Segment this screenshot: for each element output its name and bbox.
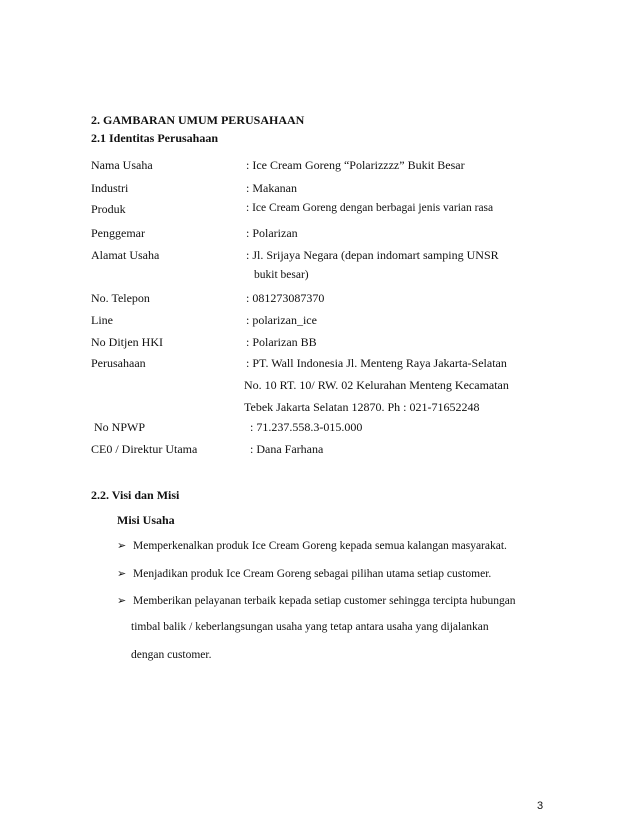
- identity-label-nama-usaha: Nama Usaha: [91, 158, 153, 172]
- identity-value-line: : polarizan_ice: [246, 313, 317, 327]
- page-number: 3: [537, 800, 544, 812]
- mission-item: [117, 567, 491, 580]
- mission-item-text: Memperkenalkan produk Ice Cream Goreng kepada semua kalangan masyarakat.: [133, 540, 507, 552]
- arrow-bullet-icon: ➢: [117, 540, 127, 552]
- identity-value-perusahaan: : PT. Wall Indonesia Jl. Menteng Raya Jakarta-Selatan: [246, 356, 507, 370]
- identity-value-no-telepon: : 081273087370: [246, 291, 325, 305]
- mission-item: [117, 594, 516, 607]
- mission-item-continuation: dengan customer.: [131, 649, 212, 661]
- identity-value-perusahaan-cont-2: Tebek Jakarta Selatan 12870. Ph : 021-71652248: [244, 400, 480, 414]
- mission-heading: Misi Usaha: [117, 513, 175, 527]
- identity-value-nama-usaha: : Ice Cream Goreng “Polarizzzz” Bukit Besar: [246, 158, 465, 172]
- identity-label-ceo: CE0 / Direktur Utama: [91, 442, 198, 456]
- arrow-bullet-icon: ➢: [117, 568, 127, 580]
- identity-label-line: Line: [91, 313, 113, 327]
- identity-label-no-ditjen-hki: No Ditjen HKI: [91, 335, 163, 349]
- mission-item: [117, 539, 507, 552]
- mission-item-continuation: timbal balik / keberlangsungan usaha yang tetap antara usaha yang dijalankan: [131, 621, 489, 633]
- subsection-identity-heading: 2.1 Identitas Perusahaan: [91, 131, 219, 145]
- identity-value-penggemar: : Polarizan: [246, 226, 298, 240]
- identity-label-perusahaan: Perusahaan: [91, 356, 146, 370]
- identity-value-no-npwp: : 71.237.558.3-015.000: [250, 420, 363, 434]
- identity-label-produk: Produk: [91, 202, 126, 216]
- subsection-vision-heading: 2.2. Visi dan Misi: [91, 488, 180, 502]
- identity-value-produk: : Ice Cream Goreng dengan berbagai jenis varian rasa: [246, 202, 494, 214]
- identity-value-alamat-usaha-cont: bukit besar): [254, 269, 309, 281]
- identity-label-penggemar: Penggemar: [91, 226, 145, 240]
- mission-item-text: Memberikan pelayanan terbaik kepada setiap customer sehingga tercipta hubungan: [133, 595, 516, 607]
- identity-label-industri: Industri: [91, 181, 129, 195]
- identity-value-perusahaan-cont-1: No. 10 RT. 10/ RW. 02 Kelurahan Menteng Kecamatan: [244, 378, 509, 392]
- arrow-bullet-icon: ➢: [117, 595, 127, 607]
- identity-value-ceo: : Dana Farhana: [250, 442, 324, 456]
- identity-label-no-telepon: No. Telepon: [91, 291, 150, 305]
- mission-item-text: Menjadikan produk Ice Cream Goreng sebagai pilihan utama setiap customer.: [133, 568, 492, 580]
- identity-value-alamat-usaha: : Jl. Srijaya Negara (depan indomart samping UNSR: [246, 248, 499, 262]
- identity-label-alamat-usaha: Alamat Usaha: [91, 248, 160, 262]
- section-heading: 2. GAMBARAN UMUM PERUSAHAAN: [91, 113, 305, 127]
- identity-label-no-npwp: No NPWP: [94, 420, 146, 434]
- identity-value-no-ditjen-hki: : Polarizan BB: [246, 335, 317, 349]
- identity-value-industri: : Makanan: [246, 181, 297, 195]
